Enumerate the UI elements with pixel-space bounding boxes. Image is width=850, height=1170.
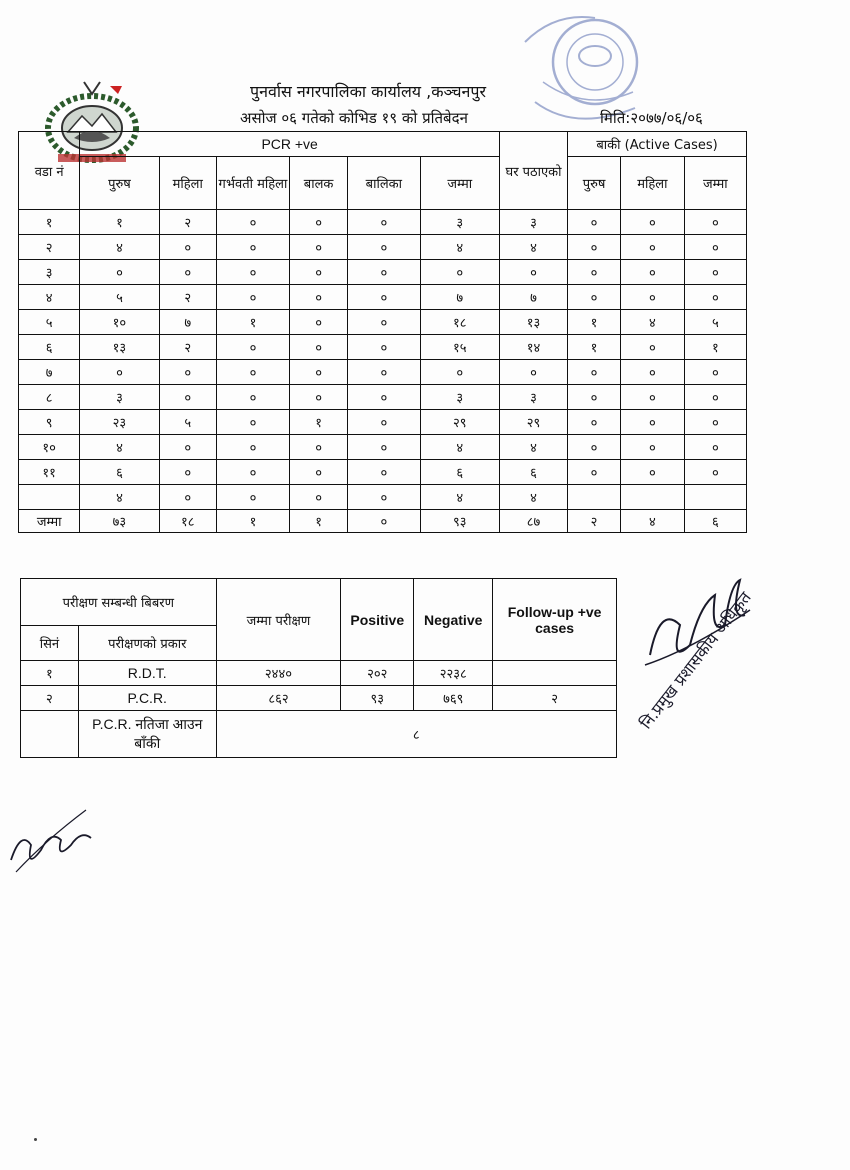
female-cell: २ [159, 285, 216, 310]
table-row [19, 260, 747, 285]
pending-label: P.C.R. नतिजा आउन बाँकी [78, 711, 216, 758]
boy-cell: ० [290, 485, 348, 510]
girl-cell: ० [348, 410, 420, 435]
male-cell: १० [80, 310, 159, 335]
male-cell: ० [80, 260, 159, 285]
followup-cell [493, 661, 617, 686]
active-total-cell: ० [684, 460, 746, 485]
active-total-cell: ० [684, 235, 746, 260]
total-cell: १८ [420, 310, 499, 335]
active-female-cell: ० [621, 285, 685, 310]
female-cell: ० [159, 360, 216, 385]
female-cell: ० [159, 385, 216, 410]
boy-cell: ० [290, 260, 348, 285]
active-total-cell [684, 485, 746, 510]
male-cell: ६ [80, 460, 159, 485]
table-row [21, 711, 617, 758]
total-cell: २९ [420, 410, 499, 435]
female-cell: ० [159, 260, 216, 285]
male-cell: ४ [80, 235, 159, 260]
positive-header: Positive [341, 579, 414, 661]
second-signature-icon [6, 800, 96, 880]
sn-cell [21, 711, 79, 758]
male-cell: २३ [80, 410, 159, 435]
active-male-cell: ० [568, 460, 621, 485]
pending-value: ८ [216, 711, 616, 758]
total-header: जम्मा [420, 157, 499, 210]
pregnant-cell: ० [216, 235, 289, 260]
active-male-cell: ० [568, 235, 621, 260]
active-total-header: जम्मा [684, 157, 746, 210]
sn-header: सिनं [21, 626, 79, 661]
pregnant-header: गर्भवती महिला [216, 157, 289, 210]
boy-cell: ० [290, 310, 348, 335]
female-total: १८ [159, 510, 216, 533]
active-cases-header: बाकी (Active Cases) [568, 132, 747, 157]
active-male-cell: ० [568, 285, 621, 310]
male-cell: ३ [80, 385, 159, 410]
pregnant-cell: ० [216, 460, 289, 485]
table-row [21, 661, 617, 686]
active-male-cell: ० [568, 210, 621, 235]
page-mark [34, 1138, 37, 1141]
table-row [19, 360, 747, 385]
table-row [19, 310, 747, 335]
female-cell: ० [159, 235, 216, 260]
active-female-cell: ० [621, 260, 685, 285]
boy-cell: ० [290, 335, 348, 360]
active-total-cell: ० [684, 410, 746, 435]
male-total: ७३ [80, 510, 159, 533]
active-male-header: पुरुष [568, 157, 621, 210]
table-row [19, 235, 747, 260]
active-male-cell [568, 485, 621, 510]
pregnant-cell: ० [216, 485, 289, 510]
female-header: महिला [159, 157, 216, 210]
female-cell: ० [159, 435, 216, 460]
active-male-cell: ० [568, 410, 621, 435]
active-female-cell: ० [621, 210, 685, 235]
home-sent-cell: ३ [499, 210, 567, 235]
table-row [19, 285, 747, 310]
report-date: मिति:२०७७/०६/०६ [600, 109, 703, 127]
table-row [19, 485, 747, 510]
ward-cell: ११ [19, 460, 80, 485]
girl-header: बालिका [348, 157, 420, 210]
pcr-header: PCR +ve [80, 132, 500, 157]
ward-cell: २ [19, 235, 80, 260]
active-total-cell: १ [684, 335, 746, 360]
home-sent-total: ८७ [499, 510, 567, 533]
pregnant-cell: ० [216, 410, 289, 435]
ward-cases-table [18, 131, 747, 533]
girl-cell: ० [348, 310, 420, 335]
test-header-row [21, 579, 617, 626]
office-title: पुनर्वास नगरपालिका कार्यालय ,कञ्चनपुर [250, 82, 486, 101]
boy-cell: ० [290, 285, 348, 310]
home-sent-cell: ४ [499, 435, 567, 460]
pregnant-cell: १ [216, 310, 289, 335]
girl-cell: ० [348, 435, 420, 460]
test-type-header: परीक्षणको प्रकार [78, 626, 216, 661]
girl-cell: ० [348, 210, 420, 235]
active-male-cell: ० [568, 260, 621, 285]
followup-cell: २ [493, 686, 617, 711]
test-type-cell: R.D.T. [78, 661, 216, 686]
home-sent-cell: ६ [499, 460, 567, 485]
active-female-cell: ० [621, 360, 685, 385]
male-cell: ४ [80, 485, 159, 510]
total-cell: ४ [420, 235, 499, 260]
total-cell: ८६२ [216, 686, 341, 711]
female-cell: २ [159, 210, 216, 235]
boy-cell: ० [290, 435, 348, 460]
active-female-cell: ० [621, 235, 685, 260]
male-cell: ० [80, 360, 159, 385]
ward-header: वडा नं [19, 132, 80, 210]
table-row [19, 335, 747, 360]
girl-cell: ० [348, 260, 420, 285]
table-header-row [19, 132, 747, 157]
home-sent-cell: १३ [499, 310, 567, 335]
officer-signature-icon [630, 565, 800, 745]
total-tests-header: जम्मा परीक्षण [216, 579, 341, 661]
positive-cell: २०२ [341, 661, 414, 686]
active-female-total: ४ [621, 510, 685, 533]
female-cell: ५ [159, 410, 216, 435]
active-total-cell: ० [684, 285, 746, 310]
home-sent-cell: ४ [499, 485, 567, 510]
ward-cell: ४ [19, 285, 80, 310]
boy-total: १ [290, 510, 348, 533]
table-row [19, 210, 747, 235]
ward-cell: ७ [19, 360, 80, 385]
home-sent-cell: ४ [499, 235, 567, 260]
ward-cell: ६ [19, 335, 80, 360]
home-sent-header: घर पठाएको [499, 132, 567, 210]
negative-header: Negative [414, 579, 493, 661]
male-cell: ५ [80, 285, 159, 310]
pregnant-cell: ० [216, 360, 289, 385]
active-total-cell: ० [684, 210, 746, 235]
girl-cell: ० [348, 335, 420, 360]
male-header: पुरुष [80, 157, 159, 210]
male-cell: १ [80, 210, 159, 235]
testing-details-table [20, 578, 617, 758]
home-sent-cell: ७ [499, 285, 567, 310]
active-female-cell: ० [621, 435, 685, 460]
active-female-cell: ० [621, 460, 685, 485]
pregnant-total: १ [216, 510, 289, 533]
total-cell: ० [420, 260, 499, 285]
total-cell: २४४० [216, 661, 341, 686]
active-male-cell: ० [568, 435, 621, 460]
girl-cell: ० [348, 485, 420, 510]
home-sent-cell: ३ [499, 385, 567, 410]
home-sent-cell: २९ [499, 410, 567, 435]
positive-cell: ९३ [341, 686, 414, 711]
active-female-header: महिला [621, 157, 685, 210]
active-male-cell: ० [568, 360, 621, 385]
sn-cell: २ [21, 686, 79, 711]
active-total-cell: ० [684, 260, 746, 285]
total-cell: ३ [420, 385, 499, 410]
active-female-cell: ० [621, 410, 685, 435]
pregnant-cell: ० [216, 385, 289, 410]
total-cell: ४ [420, 435, 499, 460]
female-cell: ० [159, 460, 216, 485]
table-row [19, 460, 747, 485]
pregnant-cell: ० [216, 210, 289, 235]
ward-cell [19, 485, 80, 510]
female-cell: ० [159, 485, 216, 510]
total-total: ९३ [420, 510, 499, 533]
active-male-total: २ [568, 510, 621, 533]
boy-cell: ० [290, 385, 348, 410]
boy-cell: ० [290, 460, 348, 485]
female-cell: ७ [159, 310, 216, 335]
test-section-header: परीक्षण सम्बन्धी बिबरण [21, 579, 217, 626]
boy-cell: ० [290, 210, 348, 235]
girl-cell: ० [348, 360, 420, 385]
girl-cell: ० [348, 460, 420, 485]
boy-header: बालक [290, 157, 348, 210]
total-cell: १५ [420, 335, 499, 360]
active-female-cell: ० [621, 335, 685, 360]
active-total-cell: ० [684, 385, 746, 410]
active-total-total: ६ [684, 510, 746, 533]
home-sent-cell: ० [499, 260, 567, 285]
pregnant-cell: ० [216, 335, 289, 360]
pregnant-cell: ० [216, 260, 289, 285]
ward-cell: ८ [19, 385, 80, 410]
girl-cell: ० [348, 285, 420, 310]
sn-cell: १ [21, 661, 79, 686]
negative-cell: २२३८ [414, 661, 493, 686]
female-cell: २ [159, 335, 216, 360]
active-total-cell: ० [684, 360, 746, 385]
boy-cell: १ [290, 410, 348, 435]
pregnant-cell: ० [216, 285, 289, 310]
active-male-cell: १ [568, 310, 621, 335]
active-female-cell [621, 485, 685, 510]
ward-cell: १ [19, 210, 80, 235]
home-sent-cell: ० [499, 360, 567, 385]
total-row [19, 510, 747, 533]
girl-cell: ० [348, 385, 420, 410]
ward-cell: १० [19, 435, 80, 460]
table-row [21, 686, 617, 711]
boy-cell: ० [290, 235, 348, 260]
total-label: जम्मा [19, 510, 80, 533]
total-cell: ६ [420, 460, 499, 485]
test-type-cell: P.C.R. [78, 686, 216, 711]
total-cell: ३ [420, 210, 499, 235]
followup-header: Follow-up +ve cases [493, 579, 617, 661]
total-cell: ४ [420, 485, 499, 510]
male-cell: ४ [80, 435, 159, 460]
girl-cell: ० [348, 235, 420, 260]
table-row [19, 435, 747, 460]
ward-cell: ९ [19, 410, 80, 435]
active-male-cell: ० [568, 385, 621, 410]
total-cell: ० [420, 360, 499, 385]
active-total-cell: ० [684, 435, 746, 460]
home-sent-cell: १४ [499, 335, 567, 360]
active-female-cell: ० [621, 385, 685, 410]
negative-cell: ७६९ [414, 686, 493, 711]
ward-cell: ३ [19, 260, 80, 285]
table-subheader-row [19, 157, 747, 210]
male-cell: १३ [80, 335, 159, 360]
table-row [19, 410, 747, 435]
active-female-cell: ४ [621, 310, 685, 335]
boy-cell: ० [290, 360, 348, 385]
officer-title: नि.प्रमुख प्रशासकीय अधिकृत [636, 588, 755, 733]
pregnant-cell: ० [216, 435, 289, 460]
total-cell: ७ [420, 285, 499, 310]
table-row [19, 385, 747, 410]
girl-total: ० [348, 510, 420, 533]
active-male-cell: १ [568, 335, 621, 360]
report-title: असोज ०६ गतेको कोभिड १९ को प्रतिबेदन [240, 109, 468, 127]
ward-cell: ५ [19, 310, 80, 335]
active-total-cell: ५ [684, 310, 746, 335]
